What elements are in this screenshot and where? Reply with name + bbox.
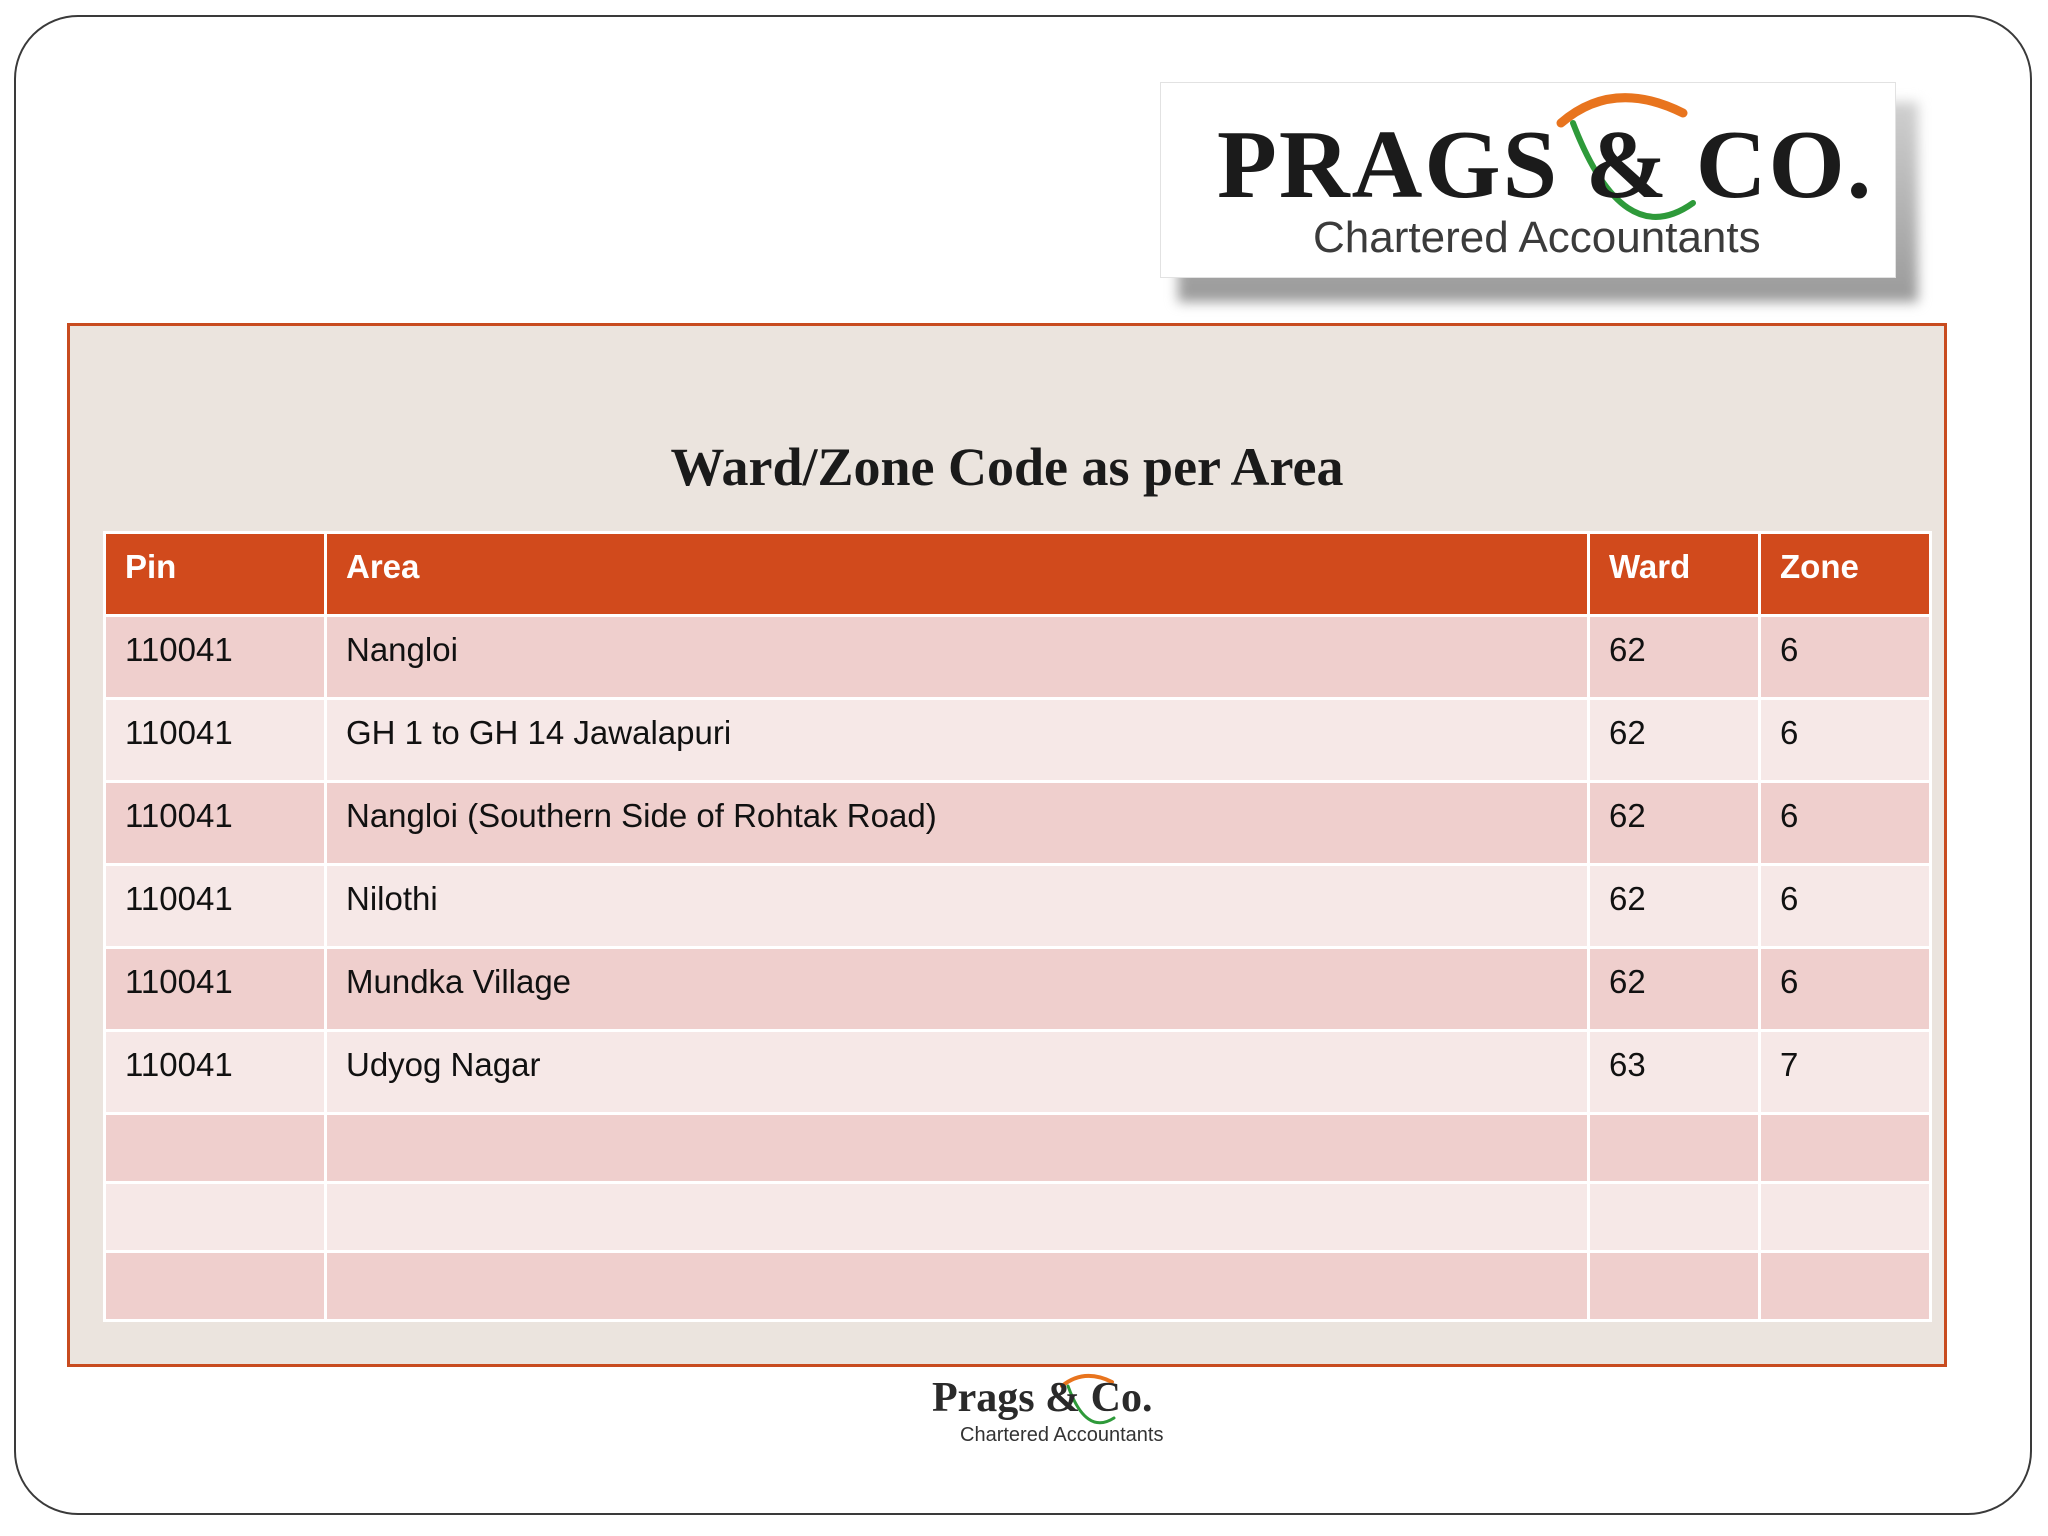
- empty-cell: [1760, 1114, 1931, 1183]
- empty-cell: [1589, 1183, 1760, 1252]
- cell-zone: 6: [1760, 865, 1931, 948]
- empty-table-row: [105, 1114, 1931, 1183]
- header-zone: Zone: [1760, 533, 1931, 616]
- cell-ward: 62: [1589, 948, 1760, 1031]
- cell-pin: 110041: [105, 948, 326, 1031]
- page-title: Ward/Zone Code as per Area: [670, 437, 1344, 497]
- empty-cell: [326, 1114, 1589, 1183]
- cell-ward: 62: [1589, 699, 1760, 782]
- table-row: [105, 782, 1931, 865]
- empty-cell: [105, 1252, 326, 1321]
- cell-ward: 63: [1589, 1031, 1760, 1114]
- cell-zone: 6: [1760, 616, 1931, 699]
- cell-pin: 110041: [105, 1031, 326, 1114]
- empty-cell: [105, 1114, 326, 1183]
- cell-ward: 62: [1589, 616, 1760, 699]
- cell-ward: 62: [1589, 865, 1760, 948]
- cell-pin: 110041: [105, 782, 326, 865]
- empty-cell: [1760, 1183, 1931, 1252]
- cell-zone: 6: [1760, 948, 1931, 1031]
- company-logo-top: [1160, 82, 1900, 282]
- cell-area: Nangloi: [326, 616, 1589, 699]
- content-panel: [67, 323, 1947, 1367]
- cell-pin: 110041: [105, 699, 326, 782]
- cell-ward: 62: [1589, 782, 1760, 865]
- empty-table-row: [105, 1183, 1931, 1252]
- empty-cell: [105, 1183, 326, 1252]
- table-row: [105, 616, 1931, 699]
- empty-cell: [326, 1252, 1589, 1321]
- table-row: [105, 699, 1931, 782]
- empty-cell: [1760, 1252, 1931, 1321]
- empty-cell: [326, 1183, 1589, 1252]
- table-header-row: [105, 533, 1931, 616]
- header-area: Area: [326, 533, 1589, 616]
- empty-table-row: [105, 1252, 1931, 1321]
- company-logo-bottom: [928, 1368, 1188, 1448]
- header-pin: Pin: [105, 533, 326, 616]
- logo-card: [1160, 82, 1896, 278]
- table-row: [105, 948, 1931, 1031]
- cell-pin: 110041: [105, 616, 326, 699]
- logo-company-name: Prags & Co.: [932, 1375, 1153, 1421]
- cell-zone: 7: [1760, 1031, 1931, 1114]
- logo-company-subtitle: Chartered Accountants: [1313, 213, 1761, 262]
- cell-zone: 6: [1760, 782, 1931, 865]
- cell-area: Udyog Nagar: [326, 1031, 1589, 1114]
- cell-area: Nilothi: [326, 865, 1589, 948]
- cell-area: GH 1 to GH 14 Jawalapuri: [326, 699, 1589, 782]
- cell-area: Mundka Village: [326, 948, 1589, 1031]
- table-row: [105, 1031, 1931, 1114]
- table-row: [105, 865, 1931, 948]
- cell-zone: 6: [1760, 699, 1931, 782]
- ward-zone-table: [103, 531, 1932, 1322]
- empty-cell: [1589, 1114, 1760, 1183]
- logo-company-subtitle: Chartered Accountants: [960, 1424, 1164, 1446]
- cell-area: Nangloi (Southern Side of Rohtak Road): [326, 782, 1589, 865]
- empty-cell: [1589, 1252, 1760, 1321]
- logo-company-name: PRAGS & CO.: [1217, 111, 1874, 219]
- cell-pin: 110041: [105, 865, 326, 948]
- header-ward: Ward: [1589, 533, 1760, 616]
